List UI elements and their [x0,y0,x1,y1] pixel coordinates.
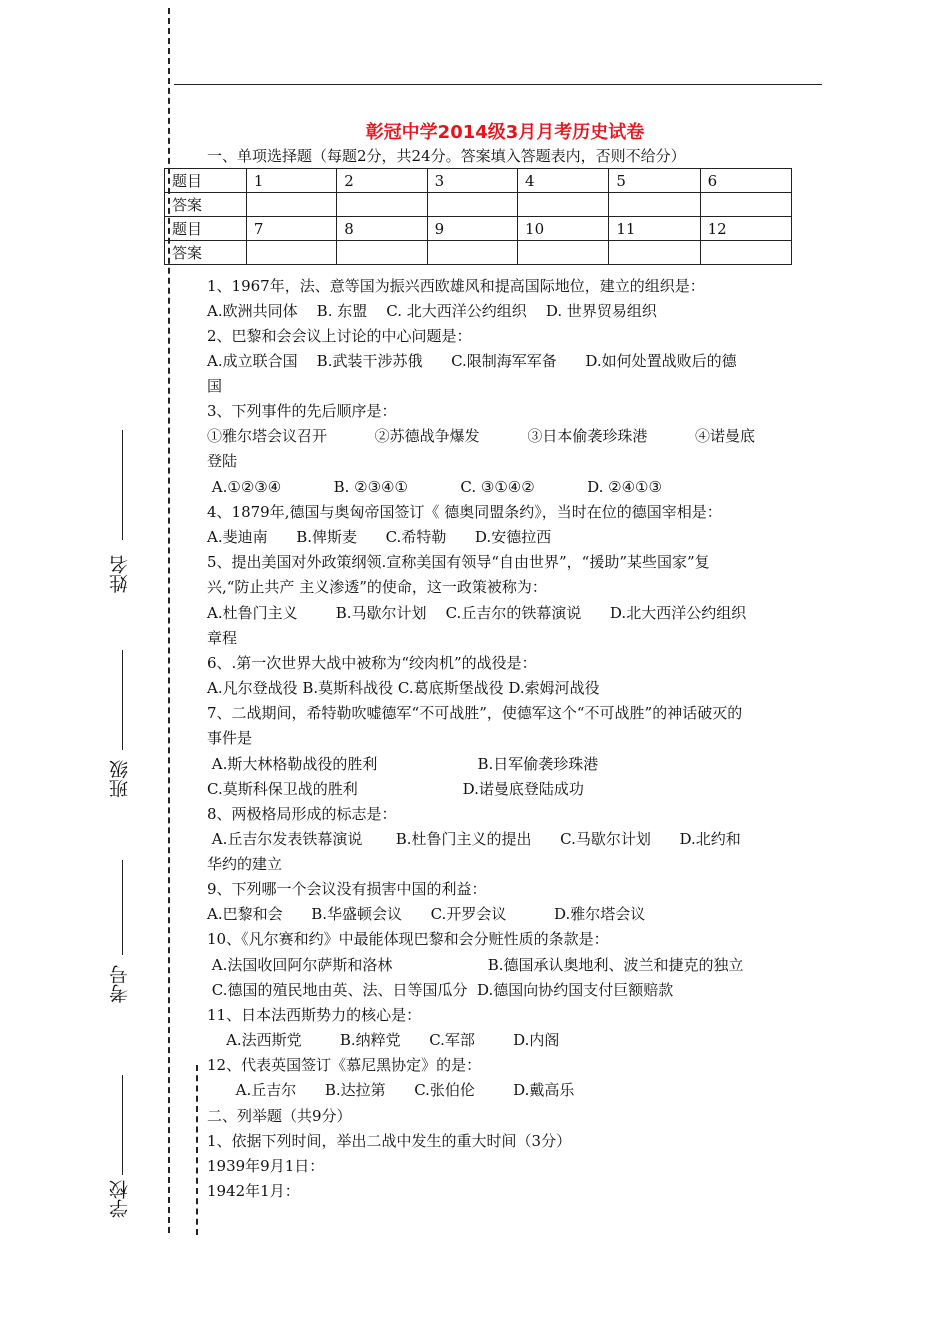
answer-cell[interactable] [246,241,336,265]
question-line: 9、下列哪一个会议没有损害中国的利益： [207,880,487,898]
question-line: 7、二战期间，希特勒吹嘘德军“不可战胜”，使德军这个“不可战胜”的神话破灭的 [207,704,743,722]
question-number: 7 [246,217,336,241]
question-line: A.成立联合国 B.武装干涉苏俄 C.限制海军军备 D.如何处置战败后的德 [207,352,737,370]
question-number: 9 [427,217,517,241]
question-line: 3、下列事件的先后顺序是： [207,402,397,420]
question-line: 兴,“防止共产 主义渗透”的使命，这一政策被称为： [207,578,547,596]
question-line: 二、列举题（共9分） [207,1107,352,1125]
side-label-exam-no: 考号 [109,965,131,1003]
question-line: A.斐迪南 B.俾斯麦 C.希特勒 D.安德拉西 [207,528,552,546]
question-line: 1942年1月： [207,1182,300,1200]
question-line: 1939年9月1日： [207,1157,325,1175]
question-line: A.丘吉尔发表铁幕演说 B.杜鲁门主义的提出 C.马歇尔计划 D.北约和 [207,830,741,848]
answer-cell[interactable] [518,241,609,265]
question-number: 11 [609,217,700,241]
header-rule [174,84,822,85]
question-line: 10、《凡尔赛和约》中最能体现巴黎和会分赃性质的条款是： [207,930,609,948]
table-label-answer: 答案 [165,193,247,217]
table-label-answer: 答案 [165,241,247,265]
question-number: 2 [337,169,427,193]
question-line: A.凡尔登战役 B.莫斯科战役 C.葛底斯堡战役 D.索姆河战役 [207,679,600,697]
class-blank[interactable] [122,650,124,750]
question-number: 12 [700,217,791,241]
exam-no-blank[interactable] [122,860,124,955]
table-label-question: 题目 [165,169,247,193]
answer-cell[interactable] [427,241,517,265]
answer-cell[interactable] [700,193,791,217]
question-line: 国 [207,377,223,395]
question-line: 12、代表英国签订《慕尼黑协定》的是： [207,1056,482,1074]
question-line: C.德国的殖民地由英、法、日等国瓜分 D.德国向协约国支付巨额赔款 [207,981,674,999]
answer-cell[interactable] [609,193,700,217]
side-label-class: 班级 [109,760,131,798]
question-line: 4、1879年,德国与奥匈帝国签订《 德奥同盟条约》，当时在位的德国宰相是： [207,503,722,521]
section-1-heading: 一、单项选择题（每题2分，共24分。答案填入答题表内，否则不给分） [207,147,686,165]
question-line: 2、巴黎和会会议上讨论的中心问题是： [207,327,472,345]
answer-cell[interactable] [518,193,609,217]
question-number: 3 [427,169,517,193]
question-line: 登陆 [207,452,238,470]
answer-cell[interactable] [246,193,336,217]
question-line: ①雅尔塔会议召开 ②苏德战争爆发 ③日本偷袭珍珠港 ④诺曼底 [207,427,756,445]
exam-title: 彰冠中学2014级3月月考历史试卷 [365,122,645,143]
binding-dashed-line-short [196,1065,198,1235]
question-line: A.欧洲共同体 B. 东盟 C. 北大西洋公约组织 D. 世界贸易组织 [207,302,657,320]
question-line: 1、1967年，法、意等国为振兴西欧雄风和提高国际地位，建立的组织是： [207,277,705,295]
question-line: A.杜鲁门主义 B.马歇尔计划 C.丘吉尔的铁幕演说 D.北大西洋公约组织 [207,604,747,622]
name-blank[interactable] [122,430,124,540]
question-line: 11、日本法西斯势力的核心是： [207,1006,422,1024]
question-line: 6、.第一次世界大战中被称为“绞肉机”的战役是： [207,654,537,672]
answer-cell[interactable] [700,241,791,265]
question-line: 1、依据下列时间，举出二战中发生的重大时间（3分） [207,1132,572,1150]
question-number: 6 [700,169,791,193]
school-blank[interactable] [122,1075,124,1175]
answer-table [164,168,792,265]
question-line: 8、两极格局形成的标志是： [207,805,397,823]
answer-cell[interactable] [427,193,517,217]
question-line: 5、提出美国对外政策纲领.宣称美国有领导“自由世界”，“援助”某些国家”复 [207,553,710,571]
question-number: 1 [246,169,336,193]
question-line: C.莫斯科保卫战的胜利 D.诺曼底登陆成功 [207,780,584,798]
question-line: A.法西斯党 B.纳粹党 C.军部 D.内阁 [207,1031,560,1049]
question-line: 华约的建立 [207,855,283,873]
question-line: A.斯大林格勒战役的胜利 B.日军偷袭珍珠港 [207,755,599,773]
question-number: 5 [609,169,700,193]
question-line: A.巴黎和会 B.华盛顿会议 C.开罗会议 D.雅尔塔会议 [207,905,646,923]
side-label-school: 学校 [109,1180,131,1218]
side-label-name: 姓名 [109,555,131,593]
question-number: 4 [518,169,609,193]
answer-cell[interactable] [609,241,700,265]
question-number: 10 [518,217,609,241]
question-line: A.①②③④ B. ②③④① C. ③①④② D. ②④①③ [207,478,662,496]
question-line: A.丘吉尔 B.达拉第 C.张伯伦 D.戴高乐 [207,1081,575,1099]
question-line: 章程 [207,629,238,647]
question-number: 8 [337,217,427,241]
table-label-question: 题目 [165,217,247,241]
answer-cell[interactable] [337,241,427,265]
answer-cell[interactable] [337,193,427,217]
question-line: A.法国收回阿尔萨斯和洛林 B.德国承认奥地利、波兰和捷克的独立 [207,956,744,974]
question-line: 事件是 [207,729,253,747]
